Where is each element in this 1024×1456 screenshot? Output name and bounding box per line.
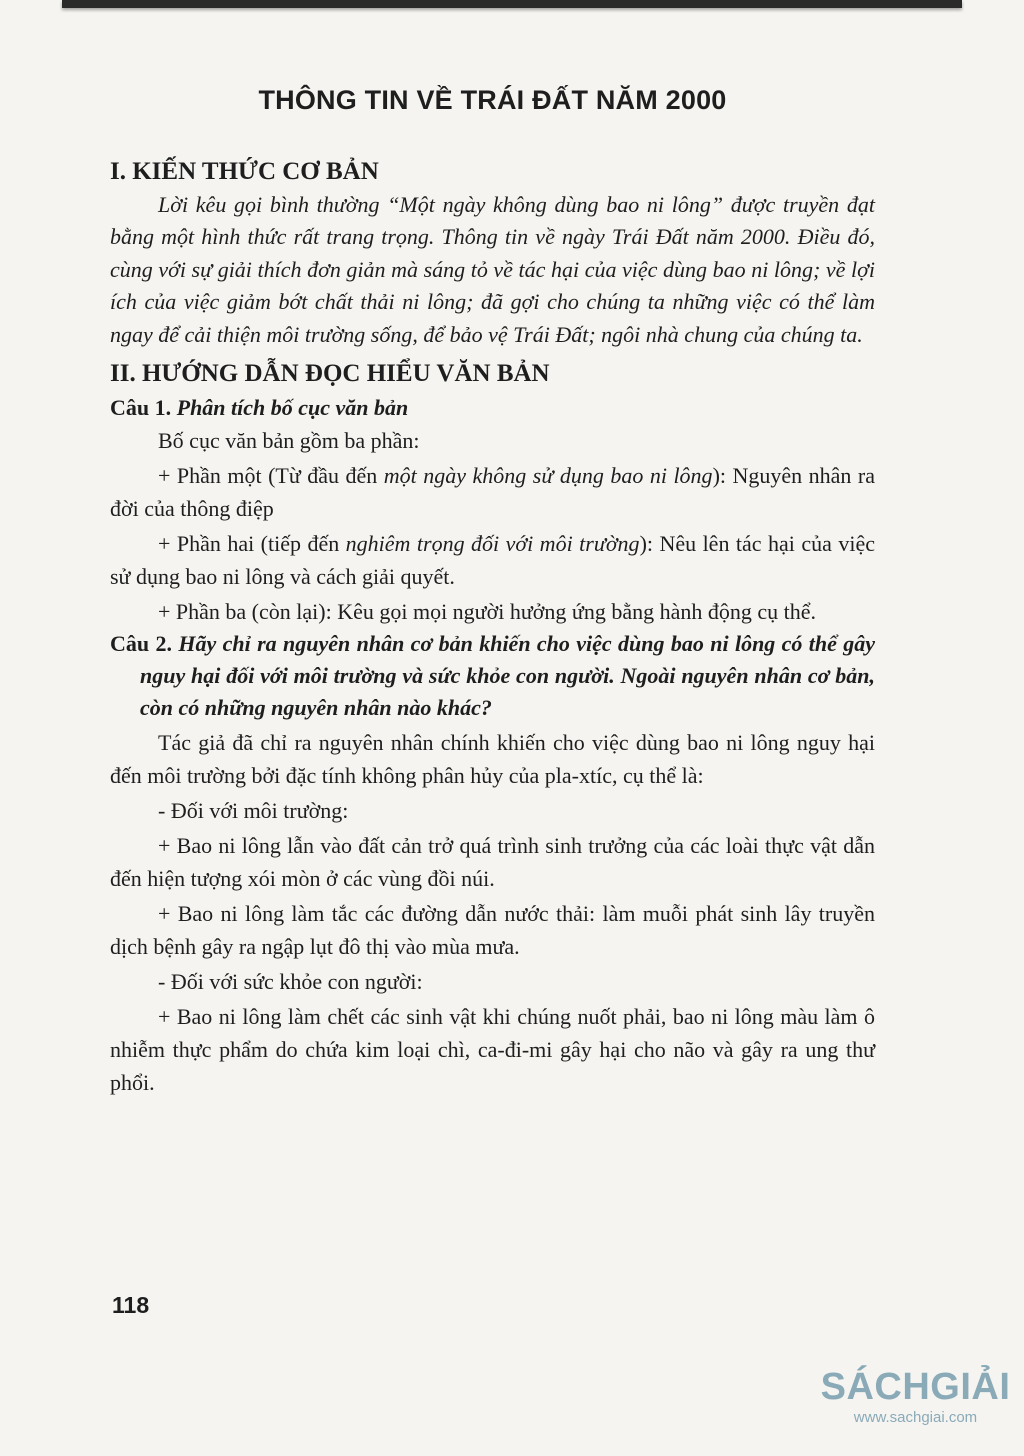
- watermark-url: www.sachgiai.com: [853, 1409, 978, 1426]
- question-2-label: Câu 2.: [110, 631, 172, 657]
- structure-part-1: + Phần một (Từ đầu đến một ngày không sử dụng bao ni lông): Nguyên nhân ra đời của thông điệp: [110, 463, 875, 522]
- section-heading-reading-guide: II. HƯỚNG DẪN ĐỌC HIỂU VĂN BẢN: [110, 360, 550, 388]
- question-1-text: Phân tích bố cục văn bản: [176, 395, 409, 421]
- section-heading-basic-knowledge: I. KIẾN THỨC CƠ BẢN: [110, 158, 379, 185]
- answer-2-intro: Tác giả đã chỉ ra nguyên nhân chính khiến cho việc dùng bao ni lông nguy hại đến môi trường bởi đặc tính không phân hủy của pla-xtíc, cụ thể là:: [110, 730, 875, 789]
- watermark-logo: SÁCHGIẢI: [820, 1366, 1011, 1408]
- question-2-text: Hãy chỉ ra nguyên nhân cơ bản khiến cho việc dùng bao ni lông có thể gây nguy hại đối với môi trường và sức khỏe con người. Ngoài nguyên nhân cơ bản, còn có những nguyên nhân nào khác?: [140, 631, 876, 721]
- health-heading: - Đối với sức khỏe con người:: [158, 969, 423, 995]
- watermark: [813, 1365, 1018, 1427]
- question-1-label: Câu 1.: [110, 395, 172, 421]
- health-point-1: + Bao ni lông làm chết các sinh vật khi chúng nuốt phải, bao ni lông màu làm ô nhiễm thực phẩm do chứa kim loại chì, ca-đi-mi gây hại cho não và gây ra ung thư phổi.: [110, 1004, 875, 1096]
- page-number: 118: [112, 1292, 150, 1318]
- structure-intro: Bố cục văn bản gồm ba phần:: [158, 428, 420, 454]
- document-page: [110, 80, 875, 1099]
- question-2: [110, 628, 875, 724]
- page-title: THÔNG TIN VỀ TRÁI ĐẤT NĂM 2000: [258, 85, 727, 115]
- environment-point-1: + Bao ni lông lẫn vào đất cản trở quá trình sinh trưởng của các loài thực vật dẫn đến hiện tượng xói mòn ở các vùng đồi núi.: [110, 833, 875, 892]
- summary-paragraph: Lời kêu gọi bình thường “Một ngày không dùng bao ni lông” được truyền đạt bằng một hình thức rất trang trọng. Thông tin về ngày Trái Đất năm 2000. Điều đó, cùng với sự giải thích đơn giản mà sáng tỏ về tác hại của việc dùng bao ni lông; về lợi ích của việc giảm bớt chất thải ni lông; đã gợi cho chúng ta những việc có thể làm ngay để cải thiện môi trường sống, để bảo vệ Trái Đất; ngôi nhà chung của chúng ta.: [110, 192, 875, 347]
- structure-part-2: + Phần hai (tiếp đến nghiêm trọng đối với môi trường): Nêu lên tác hại của việc sử dụng bao ni lông và cách giải quyết.: [110, 531, 875, 590]
- environment-point-2: + Bao ni lông làm tắc các đường dẫn nước thải: làm muỗi phát sinh lây truyền dịch bệnh gây ra ngập lụt đô thị vào mùa mưa.: [110, 901, 875, 960]
- question-1: [110, 391, 875, 424]
- page-top-edge: [62, 0, 962, 8]
- environment-heading: - Đối với môi trường:: [158, 798, 349, 824]
- structure-part-3: + Phần ba (còn lại): Kêu gọi mọi người hưởng ứng bằng hành động cụ thể.: [158, 599, 817, 625]
